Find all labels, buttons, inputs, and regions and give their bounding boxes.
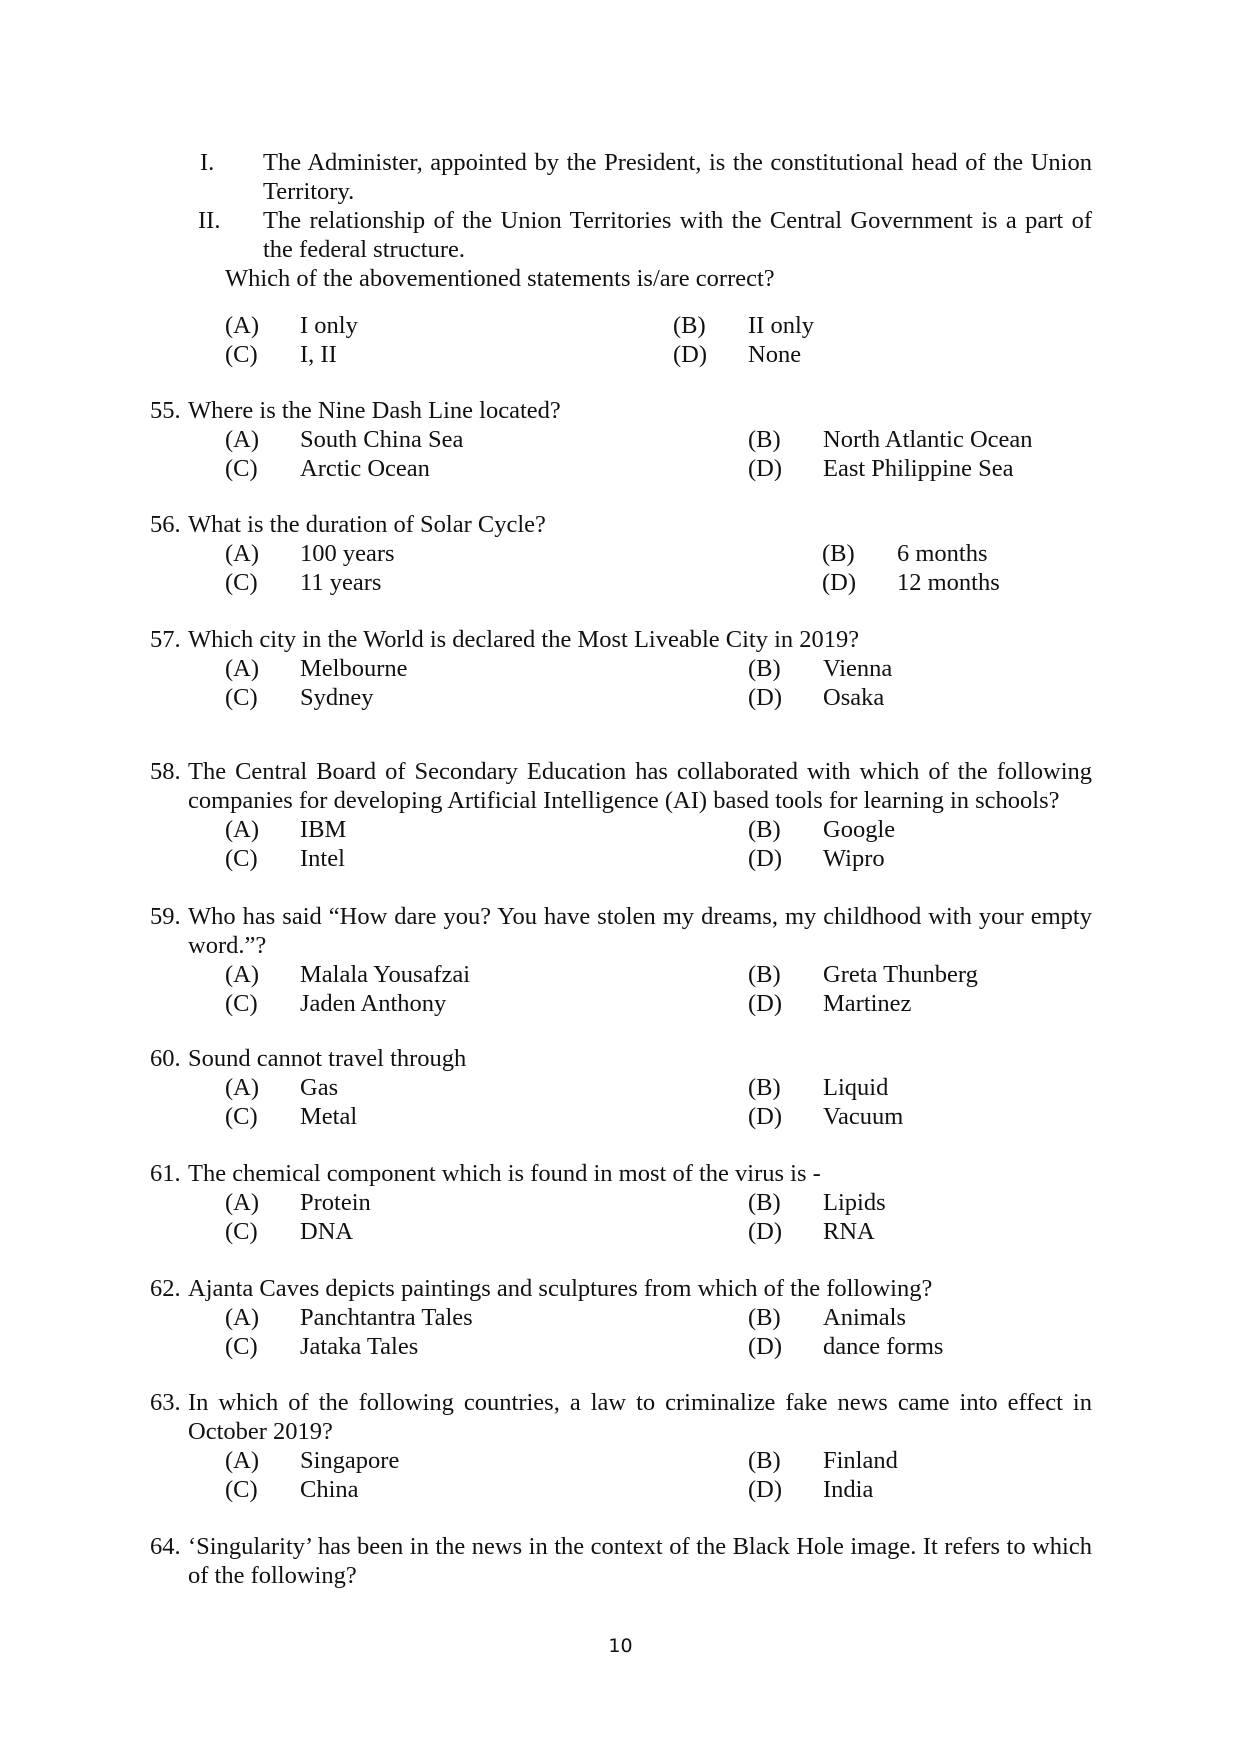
option-letter: (C) xyxy=(225,845,258,872)
option-letter: (B) xyxy=(822,540,855,567)
option-text: Metal xyxy=(300,1103,358,1130)
question-number: 58. xyxy=(150,758,181,785)
option-text: Gas xyxy=(300,1074,339,1101)
question-number: 63. xyxy=(150,1389,181,1416)
option-text: Lipids xyxy=(823,1189,886,1216)
option-letter: (B) xyxy=(673,312,706,339)
question-text: In which of the following countries, a law to criminalize fake news came into effect in October 2019? xyxy=(188,1389,1092,1445)
option-text: Panchtantra Tales xyxy=(300,1304,473,1331)
option-text: East Philippine Sea xyxy=(823,455,1014,482)
option-text: I only xyxy=(300,312,358,339)
option-text: Malala Yousafzai xyxy=(300,961,471,988)
question-number: 56. xyxy=(150,511,181,538)
question-prompt: Which of the abovementioned statements is/are correct? xyxy=(225,265,775,292)
statement-numeral: II. xyxy=(198,207,221,234)
option-text: Jaden Anthony xyxy=(300,990,447,1017)
option-letter: (C) xyxy=(225,1218,258,1245)
question-text: Where is the Nine Dash Line located? xyxy=(188,397,561,424)
option-text: RNA xyxy=(823,1218,875,1245)
option-letter: (C) xyxy=(225,1103,258,1130)
answer-options xyxy=(0,425,1241,483)
question-57 xyxy=(0,625,1241,712)
option-text: Protein xyxy=(300,1189,371,1216)
option-letter: (A) xyxy=(225,655,260,682)
option-text: 6 months xyxy=(897,540,988,567)
option-letter: (A) xyxy=(225,540,260,567)
option-letter: (B) xyxy=(748,655,781,682)
question-61 xyxy=(0,1159,1241,1246)
option-text: dance forms xyxy=(823,1333,944,1360)
option-text: 100 years xyxy=(300,540,395,567)
option-letter: (C) xyxy=(225,455,258,482)
option-letter: (C) xyxy=(225,1333,258,1360)
option-text: South China Sea xyxy=(300,426,464,453)
option-letter: (C) xyxy=(225,569,258,596)
option-text: Osaka xyxy=(823,684,885,711)
answer-options xyxy=(0,654,1241,712)
statement-text: The relationship of the Union Territories with the Central Government is a part of the federal structure. xyxy=(263,207,1092,263)
option-text: II only xyxy=(748,312,814,339)
option-letter: (D) xyxy=(748,1476,783,1503)
question-number: 61. xyxy=(150,1160,181,1187)
question-62 xyxy=(0,1274,1241,1361)
option-letter: (D) xyxy=(748,845,783,872)
question-text: Which city in the World is declared the Most Liveable City in 2019? xyxy=(188,626,860,653)
option-letter: (D) xyxy=(748,1103,783,1130)
question-56 xyxy=(0,510,1241,597)
statement-item xyxy=(0,206,1241,264)
option-letter: (B) xyxy=(748,426,781,453)
option-letter: (D) xyxy=(748,1333,783,1360)
option-text: China xyxy=(300,1476,359,1503)
option-letter: (B) xyxy=(748,1304,781,1331)
question-54-continuation xyxy=(0,148,1241,293)
question-58 xyxy=(0,757,1241,873)
question-59 xyxy=(0,902,1241,1018)
option-letter: (D) xyxy=(822,569,857,596)
option-letter: (A) xyxy=(225,816,260,843)
option-text: Sydney xyxy=(300,684,374,711)
answer-options xyxy=(0,1073,1241,1131)
question-text: Who has said “How dare you? You have stolen my dreams, my childhood with your empty word.”? xyxy=(188,903,1092,959)
answer-options xyxy=(0,539,1241,597)
page-number: 10 xyxy=(608,1635,633,1657)
option-letter: (B) xyxy=(748,961,781,988)
option-letter: (A) xyxy=(225,1304,260,1331)
option-letter: (C) xyxy=(225,990,258,1017)
option-letter: (B) xyxy=(748,1074,781,1101)
option-text: Wipro xyxy=(823,845,885,872)
option-text: Finland xyxy=(823,1447,898,1474)
option-text: Liquid xyxy=(823,1074,889,1101)
statement-numeral: I. xyxy=(200,149,215,176)
option-letter: (D) xyxy=(673,341,708,368)
option-text: Vacuum xyxy=(823,1103,904,1130)
option-text: Intel xyxy=(300,845,345,872)
option-letter: (B) xyxy=(748,1189,781,1216)
option-text: Martinez xyxy=(823,990,912,1017)
question-number: 64. xyxy=(150,1533,181,1560)
option-text: None xyxy=(748,341,802,368)
option-letter: (C) xyxy=(225,341,258,368)
option-text: 12 months xyxy=(897,569,1000,596)
statement-item xyxy=(0,148,1241,206)
option-letter: (A) xyxy=(225,961,260,988)
question-text: The Central Board of Secondary Education has collaborated with which of the following companies for developing Artificial Intelligence (AI) based tools for learning in schools? xyxy=(188,758,1092,814)
option-text: North Atlantic Ocean xyxy=(823,426,1033,453)
option-text: Google xyxy=(823,816,896,843)
option-letter: (D) xyxy=(748,684,783,711)
option-text: Vienna xyxy=(823,655,893,682)
option-text: I, II xyxy=(300,341,337,368)
question-text: Ajanta Caves depicts paintings and sculptures from which of the following? xyxy=(188,1275,933,1302)
option-text: 11 years xyxy=(300,569,382,596)
answer-options xyxy=(0,1446,1241,1504)
option-letter: (A) xyxy=(225,426,260,453)
option-letter: (B) xyxy=(748,1447,781,1474)
option-letter: (A) xyxy=(225,1074,260,1101)
option-letter: (D) xyxy=(748,455,783,482)
option-text: India xyxy=(823,1476,874,1503)
option-text: Greta Thunberg xyxy=(823,961,978,988)
option-letter: (A) xyxy=(225,1447,260,1474)
option-text: Singapore xyxy=(300,1447,400,1474)
option-letter: (D) xyxy=(748,990,783,1017)
question-64 xyxy=(0,1532,1241,1590)
question-number: 60. xyxy=(150,1045,181,1072)
question-60 xyxy=(0,1044,1241,1131)
question-number: 57. xyxy=(150,626,181,653)
question-text: The chemical component which is found in most of the virus is - xyxy=(188,1160,821,1187)
option-text: Jataka Tales xyxy=(300,1333,419,1360)
option-text: Arctic Ocean xyxy=(300,455,430,482)
statement-text: The Administer, appointed by the President, is the constitutional head of the Union Territory. xyxy=(263,149,1092,205)
answer-options xyxy=(0,960,1241,1018)
option-text: DNA xyxy=(300,1218,354,1245)
option-letter: (B) xyxy=(748,816,781,843)
option-letter: (D) xyxy=(748,1218,783,1245)
answer-options xyxy=(0,815,1241,873)
question-number: 62. xyxy=(150,1275,181,1302)
answer-options xyxy=(0,1188,1241,1246)
question-63 xyxy=(0,1388,1241,1504)
option-letter: (A) xyxy=(225,312,260,339)
option-letter: (C) xyxy=(225,684,258,711)
answer-options xyxy=(0,311,1241,369)
question-text: Sound cannot travel through xyxy=(188,1045,467,1072)
option-text: Animals xyxy=(823,1304,907,1331)
question-text: ‘Singularity’ has been in the news in the context of the Black Hole image. It refers to which of the following? xyxy=(188,1533,1092,1589)
option-text: IBM xyxy=(300,816,347,843)
option-text: Melbourne xyxy=(300,655,408,682)
question-text: What is the duration of Solar Cycle? xyxy=(188,511,546,538)
question-number: 59. xyxy=(150,903,181,930)
option-letter: (A) xyxy=(225,1189,260,1216)
question-number: 55. xyxy=(150,397,181,424)
option-letter: (C) xyxy=(225,1476,258,1503)
answer-options xyxy=(0,1303,1241,1361)
question-55 xyxy=(0,396,1241,483)
